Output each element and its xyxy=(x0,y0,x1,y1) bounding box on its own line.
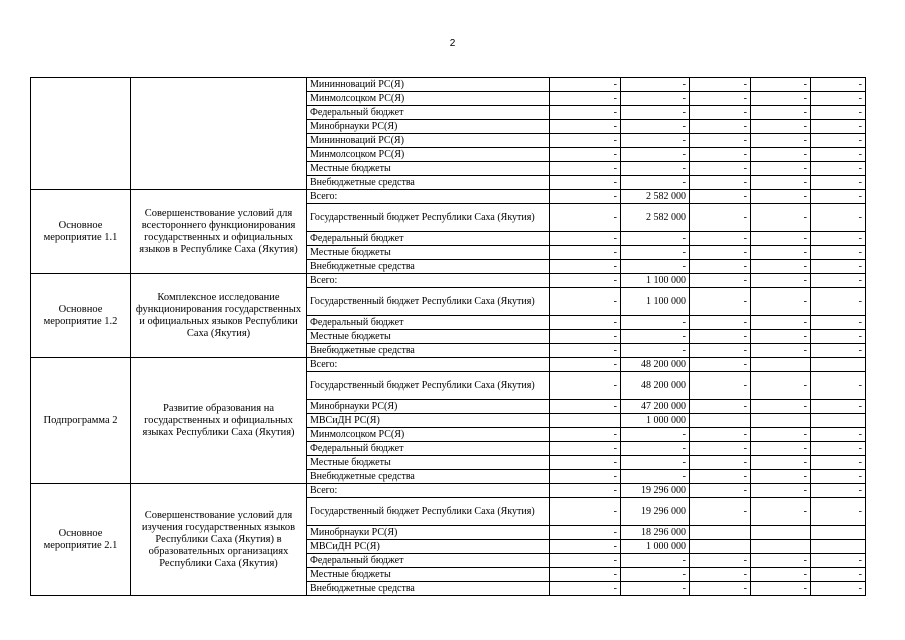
amount-cell: - xyxy=(550,554,621,568)
amount-cell: - xyxy=(811,92,866,106)
amount-cell: - xyxy=(690,148,751,162)
amount-cell: - xyxy=(811,204,866,232)
program-description-cell: Совершенствование условий для всестороннего функционирования государственных и официальных языков в Республике Саха (Якутия) xyxy=(131,190,307,274)
amount-cell: - xyxy=(621,260,690,274)
amount-cell: - xyxy=(621,134,690,148)
amount-cell: - xyxy=(621,162,690,176)
funding-source-cell: Внебюджетные средства xyxy=(307,344,550,358)
funding-source-cell: Минмолсоцком РС(Я) xyxy=(307,92,550,106)
amount-cell: - xyxy=(550,260,621,274)
amount-cell: - xyxy=(811,400,866,414)
amount-cell: - xyxy=(550,582,621,596)
table-row xyxy=(31,484,866,498)
amount-cell: - xyxy=(811,176,866,190)
amount-cell: - xyxy=(550,204,621,232)
funding-source-cell: Местные бюджеты xyxy=(307,330,550,344)
amount-cell: - xyxy=(621,92,690,106)
amount-cell: - xyxy=(550,106,621,120)
amount-cell: - xyxy=(621,176,690,190)
budget-table xyxy=(30,77,866,596)
amount-cell: - xyxy=(751,498,811,526)
funding-source-cell: Всего: xyxy=(307,358,550,372)
program-description-cell: Совершенствование условий для изучения государственных языков Республики Саха (Якутия) в образовательных организациях Республики Саха (Якутия) xyxy=(131,484,307,596)
amount-cell: 2 582 000 xyxy=(621,190,690,204)
amount-cell xyxy=(690,414,751,428)
funding-source-cell: Минобрнауки РС(Я) xyxy=(307,400,550,414)
amount-cell: - xyxy=(751,274,811,288)
amount-cell: - xyxy=(550,526,621,540)
amount-cell: - xyxy=(751,120,811,134)
amount-cell: - xyxy=(690,372,751,400)
amount-cell: - xyxy=(550,120,621,134)
funding-source-cell: Минобрнауки РС(Я) xyxy=(307,526,550,540)
amount-cell: - xyxy=(550,232,621,246)
amount-cell: - xyxy=(690,204,751,232)
funding-source-cell: Федеральный бюджет xyxy=(307,232,550,246)
amount-cell: 1 000 000 xyxy=(621,414,690,428)
amount-cell: - xyxy=(690,442,751,456)
amount-cell: - xyxy=(811,78,866,92)
program-description-cell: Развитие образования на государственных и официальных языках Республики Саха (Якутия) xyxy=(131,358,307,484)
funding-source-cell: Внебюджетные средства xyxy=(307,582,550,596)
amount-cell: - xyxy=(621,428,690,442)
program-name-cell: Основное мероприятие 1.1 xyxy=(31,190,131,274)
amount-cell: - xyxy=(621,330,690,344)
amount-cell: - xyxy=(751,554,811,568)
amount-cell xyxy=(811,526,866,540)
funding-source-cell: Всего: xyxy=(307,274,550,288)
amount-cell: - xyxy=(751,260,811,274)
amount-cell: - xyxy=(690,120,751,134)
amount-cell: - xyxy=(690,78,751,92)
amount-cell: - xyxy=(751,190,811,204)
amount-cell: - xyxy=(811,372,866,400)
amount-cell: - xyxy=(550,190,621,204)
amount-cell: - xyxy=(811,288,866,316)
amount-cell: - xyxy=(690,260,751,274)
table-row xyxy=(31,78,866,92)
amount-cell: - xyxy=(621,78,690,92)
amount-cell: - xyxy=(690,568,751,582)
amount-cell: - xyxy=(621,456,690,470)
funding-source-cell: Внебюджетные средства xyxy=(307,176,550,190)
amount-cell: - xyxy=(550,162,621,176)
amount-cell xyxy=(690,540,751,554)
amount-cell: - xyxy=(550,456,621,470)
amount-cell: - xyxy=(690,330,751,344)
amount-cell: - xyxy=(621,316,690,330)
amount-cell xyxy=(811,414,866,428)
amount-cell: - xyxy=(621,344,690,358)
amount-cell xyxy=(690,526,751,540)
amount-cell: - xyxy=(550,316,621,330)
amount-cell xyxy=(550,414,621,428)
amount-cell: - xyxy=(751,78,811,92)
amount-cell: - xyxy=(751,92,811,106)
amount-cell: - xyxy=(811,554,866,568)
funding-source-cell: Государственный бюджет Республики Саха (Якутия) xyxy=(307,372,550,400)
budget-table-body xyxy=(31,78,866,596)
amount-cell: - xyxy=(811,470,866,484)
amount-cell: - xyxy=(751,568,811,582)
amount-cell: 2 582 000 xyxy=(621,204,690,232)
amount-cell: - xyxy=(690,232,751,246)
amount-cell: 48 200 000 xyxy=(621,372,690,400)
amount-cell: - xyxy=(811,148,866,162)
amount-cell: - xyxy=(550,470,621,484)
amount-cell: - xyxy=(751,484,811,498)
amount-cell: - xyxy=(811,190,866,204)
amount-cell: - xyxy=(690,134,751,148)
amount-cell: - xyxy=(811,260,866,274)
amount-cell xyxy=(751,526,811,540)
amount-cell: - xyxy=(811,456,866,470)
amount-cell: - xyxy=(690,92,751,106)
funding-source-cell: Внебюджетные средства xyxy=(307,470,550,484)
amount-cell: - xyxy=(621,148,690,162)
program-name-cell: Основное мероприятие 2.1 xyxy=(31,484,131,596)
amount-cell: - xyxy=(550,274,621,288)
amount-cell: - xyxy=(550,498,621,526)
amount-cell: - xyxy=(621,470,690,484)
table-row xyxy=(31,358,866,372)
amount-cell: - xyxy=(550,246,621,260)
amount-cell: - xyxy=(690,190,751,204)
amount-cell: - xyxy=(751,246,811,260)
amount-cell: - xyxy=(550,442,621,456)
funding-source-cell: Местные бюджеты xyxy=(307,456,550,470)
amount-cell: 1 000 000 xyxy=(621,540,690,554)
amount-cell: - xyxy=(751,456,811,470)
amount-cell: - xyxy=(811,484,866,498)
amount-cell: 48 200 000 xyxy=(621,358,690,372)
amount-cell: - xyxy=(811,134,866,148)
amount-cell: - xyxy=(690,344,751,358)
funding-source-cell: Всего: xyxy=(307,190,550,204)
table-row xyxy=(31,274,866,288)
amount-cell: - xyxy=(550,92,621,106)
amount-cell: - xyxy=(811,344,866,358)
program-name-cell: Подпрограмма 2 xyxy=(31,358,131,484)
funding-source-cell: Мининноваций РС(Я) xyxy=(307,134,550,148)
amount-cell: - xyxy=(811,568,866,582)
amount-cell: - xyxy=(751,428,811,442)
amount-cell: - xyxy=(621,120,690,134)
amount-cell: - xyxy=(751,442,811,456)
amount-cell: - xyxy=(621,568,690,582)
amount-cell: - xyxy=(811,246,866,260)
table-row xyxy=(31,190,866,204)
amount-cell: - xyxy=(811,316,866,330)
funding-source-cell: Федеральный бюджет xyxy=(307,316,550,330)
amount-cell: - xyxy=(751,134,811,148)
amount-cell: - xyxy=(690,106,751,120)
amount-cell: - xyxy=(550,288,621,316)
amount-cell: - xyxy=(690,554,751,568)
amount-cell: - xyxy=(621,232,690,246)
amount-cell: - xyxy=(621,582,690,596)
amount-cell: - xyxy=(811,582,866,596)
amount-cell: 19 296 000 xyxy=(621,498,690,526)
amount-cell: - xyxy=(811,442,866,456)
amount-cell: - xyxy=(811,120,866,134)
amount-cell: 1 100 000 xyxy=(621,274,690,288)
amount-cell: 18 296 000 xyxy=(621,526,690,540)
amount-cell: - xyxy=(751,372,811,400)
funding-source-cell: Местные бюджеты xyxy=(307,246,550,260)
funding-source-cell: Федеральный бюджет xyxy=(307,106,550,120)
amount-cell: - xyxy=(690,582,751,596)
amount-cell: 47 200 000 xyxy=(621,400,690,414)
amount-cell: - xyxy=(690,246,751,260)
amount-cell: - xyxy=(550,400,621,414)
program-name-cell xyxy=(31,78,131,190)
funding-source-cell: МВСиДН РС(Я) xyxy=(307,540,550,554)
amount-cell: - xyxy=(811,428,866,442)
program-name-cell: Основное мероприятие 1.2 xyxy=(31,274,131,358)
amount-cell: 19 296 000 xyxy=(621,484,690,498)
amount-cell: - xyxy=(690,176,751,190)
amount-cell: - xyxy=(751,470,811,484)
amount-cell: - xyxy=(751,232,811,246)
funding-source-cell: Всего: xyxy=(307,484,550,498)
amount-cell: - xyxy=(751,176,811,190)
amount-cell: - xyxy=(751,344,811,358)
amount-cell: - xyxy=(811,274,866,288)
amount-cell: - xyxy=(690,288,751,316)
amount-cell xyxy=(751,540,811,554)
amount-cell: - xyxy=(550,176,621,190)
amount-cell xyxy=(751,358,811,372)
amount-cell: - xyxy=(621,442,690,456)
amount-cell: - xyxy=(550,568,621,582)
amount-cell: - xyxy=(550,344,621,358)
amount-cell: - xyxy=(550,428,621,442)
amount-cell: - xyxy=(690,274,751,288)
funding-source-cell: Федеральный бюджет xyxy=(307,442,550,456)
funding-source-cell: Федеральный бюджет xyxy=(307,554,550,568)
amount-cell: - xyxy=(751,330,811,344)
amount-cell: - xyxy=(751,204,811,232)
amount-cell: - xyxy=(751,400,811,414)
amount-cell: - xyxy=(690,470,751,484)
amount-cell: - xyxy=(811,162,866,176)
amount-cell: - xyxy=(690,316,751,330)
funding-source-cell: Государственный бюджет Республики Саха (Якутия) xyxy=(307,204,550,232)
funding-source-cell: Минмолсоцком РС(Я) xyxy=(307,148,550,162)
funding-source-cell: Местные бюджеты xyxy=(307,162,550,176)
program-description-cell: Комплексное исследование функционирования государственных и официальных языков Республики Саха (Якутия) xyxy=(131,274,307,358)
amount-cell: - xyxy=(751,148,811,162)
amount-cell: - xyxy=(811,498,866,526)
funding-source-cell: Минмолсоцком РС(Я) xyxy=(307,428,550,442)
amount-cell: - xyxy=(751,288,811,316)
amount-cell xyxy=(811,358,866,372)
amount-cell: - xyxy=(751,316,811,330)
amount-cell: - xyxy=(751,162,811,176)
amount-cell: - xyxy=(550,134,621,148)
amount-cell: - xyxy=(550,148,621,162)
amount-cell: - xyxy=(690,498,751,526)
funding-source-cell: Государственный бюджет Республики Саха (Якутия) xyxy=(307,288,550,316)
amount-cell: - xyxy=(690,428,751,442)
funding-source-cell: Местные бюджеты xyxy=(307,568,550,582)
amount-cell: - xyxy=(550,372,621,400)
amount-cell: - xyxy=(690,484,751,498)
amount-cell: - xyxy=(811,330,866,344)
amount-cell: - xyxy=(811,232,866,246)
funding-source-cell: Мининноваций РС(Я) xyxy=(307,78,550,92)
amount-cell: - xyxy=(690,400,751,414)
amount-cell: - xyxy=(621,106,690,120)
funding-source-cell: Минобрнауки РС(Я) xyxy=(307,120,550,134)
amount-cell: - xyxy=(550,78,621,92)
amount-cell: - xyxy=(550,358,621,372)
funding-source-cell: Государственный бюджет Республики Саха (Якутия) xyxy=(307,498,550,526)
funding-source-cell: Внебюджетные средства xyxy=(307,260,550,274)
amount-cell: - xyxy=(690,456,751,470)
amount-cell: - xyxy=(751,582,811,596)
amount-cell: - xyxy=(550,484,621,498)
amount-cell xyxy=(751,414,811,428)
page-number: 2 xyxy=(449,38,456,49)
program-description-cell xyxy=(131,78,307,190)
funding-source-cell: МВСиДН РС(Я) xyxy=(307,414,550,428)
amount-cell: - xyxy=(690,358,751,372)
amount-cell: - xyxy=(621,246,690,260)
amount-cell: - xyxy=(811,106,866,120)
amount-cell: 1 100 000 xyxy=(621,288,690,316)
amount-cell: - xyxy=(751,106,811,120)
amount-cell: - xyxy=(550,330,621,344)
amount-cell: - xyxy=(550,540,621,554)
amount-cell: - xyxy=(690,162,751,176)
amount-cell xyxy=(811,540,866,554)
amount-cell: - xyxy=(621,554,690,568)
